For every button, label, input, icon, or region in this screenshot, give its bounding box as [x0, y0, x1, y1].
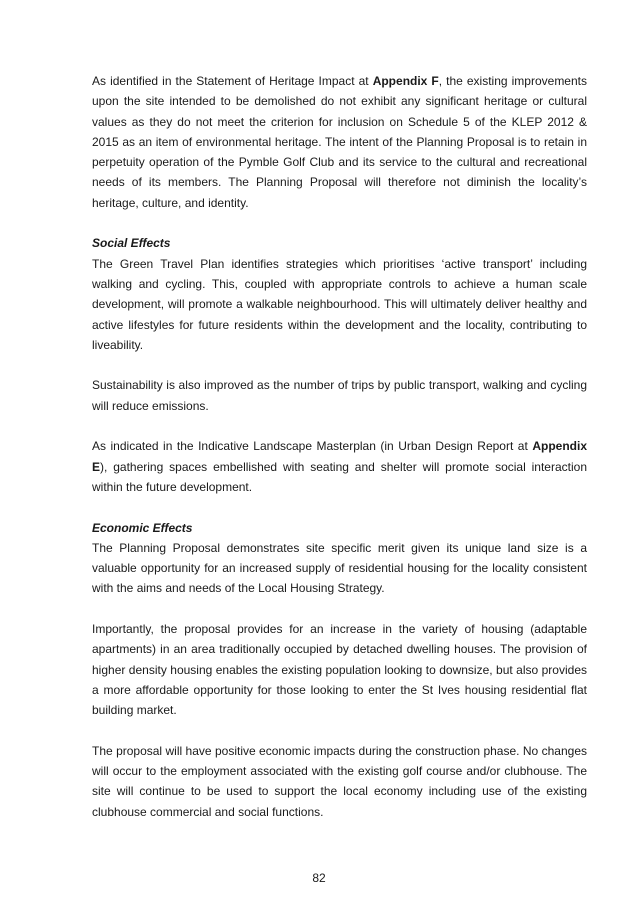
economic-effects-heading: Economic Effects	[92, 520, 193, 535]
heritage-paragraph	[92, 71, 587, 213]
social-p3-text-end: ), gathering spaces embellished with seating and shelter will promote social interaction within the future development.	[92, 459, 587, 494]
paragraph-gap	[92, 416, 587, 436]
paragraph-gap	[92, 355, 587, 375]
social-paragraph-3	[92, 436, 587, 497]
paragraph-gap	[92, 497, 587, 517]
paragraph-gap	[92, 721, 587, 741]
heritage-text-end: , the existing improvements upon the site intended to be demolished do not exhibit any significant heritage or cultural values as they do not meet the criterion for inclusion on Schedule 5 of the KLEP 2012 & 2015 as an item of environmental heritage. The intent of the Planning Proposal is to retain in perpetuity operation of the Pymble Golf Club and its service to the cultural and recreational needs of its members. The Planning Proposal will therefore not diminish the locality’s heritage, culture, and identity.	[92, 74, 587, 210]
social-paragraph-1: The Green Travel Plan identifies strategies which prioritises ‘active transport’ including walking and cycling. This, coupled with appropriate controls to achieve a human scale development, will promote a walkable neighbourhood. This will ultimately deliver healthy and active lifestyles for future residents within the development and the locality, contributing to liveability.	[92, 256, 587, 352]
economic-paragraph-1: The Planning Proposal demonstrates site specific merit given its unique land size is a valuable opportunity for an increased supply of residential housing for the locality consistent with the aims and needs of the Local Housing Strategy.	[92, 540, 587, 596]
social-paragraph-2: Sustainability is also improved as the number of trips by public transport, walking and cycling will reduce emissions.	[92, 378, 587, 413]
paragraph-gap	[92, 213, 587, 233]
economic-paragraph-3: The proposal will have positive economic impacts during the construction phase. No changes will occur to the employment associated with the existing golf course and/or clubhouse. The site will continue to be used to support the local economy including use of the existing clubhouse commercial and social functions.	[92, 743, 587, 819]
economic-paragraph-2: Importantly, the proposal provides for an increase in the variety of housing (adaptable apartments) in an area traditionally occupied by detached dwelling houses. The provision of higher density housing enables the existing population looking to downsize, but also provides a more affordable opportunity for those looking to enter the St Ives housing residential flat building market.	[92, 622, 587, 718]
appendix-f-reference: Appendix F	[372, 74, 439, 88]
page-number: 82	[312, 871, 326, 885]
document-page	[92, 71, 587, 822]
appendix-e-reference: Appendix E	[92, 439, 587, 474]
paragraph-gap	[92, 599, 587, 619]
social-p3-text-start: As indicated in the Indicative Landscape Masterplan (in Urban Design Report at	[92, 439, 533, 454]
social-effects-heading: Social Effects	[92, 236, 171, 251]
heritage-text-start: As identified in the Statement of Heritage Impact at	[92, 74, 373, 88]
